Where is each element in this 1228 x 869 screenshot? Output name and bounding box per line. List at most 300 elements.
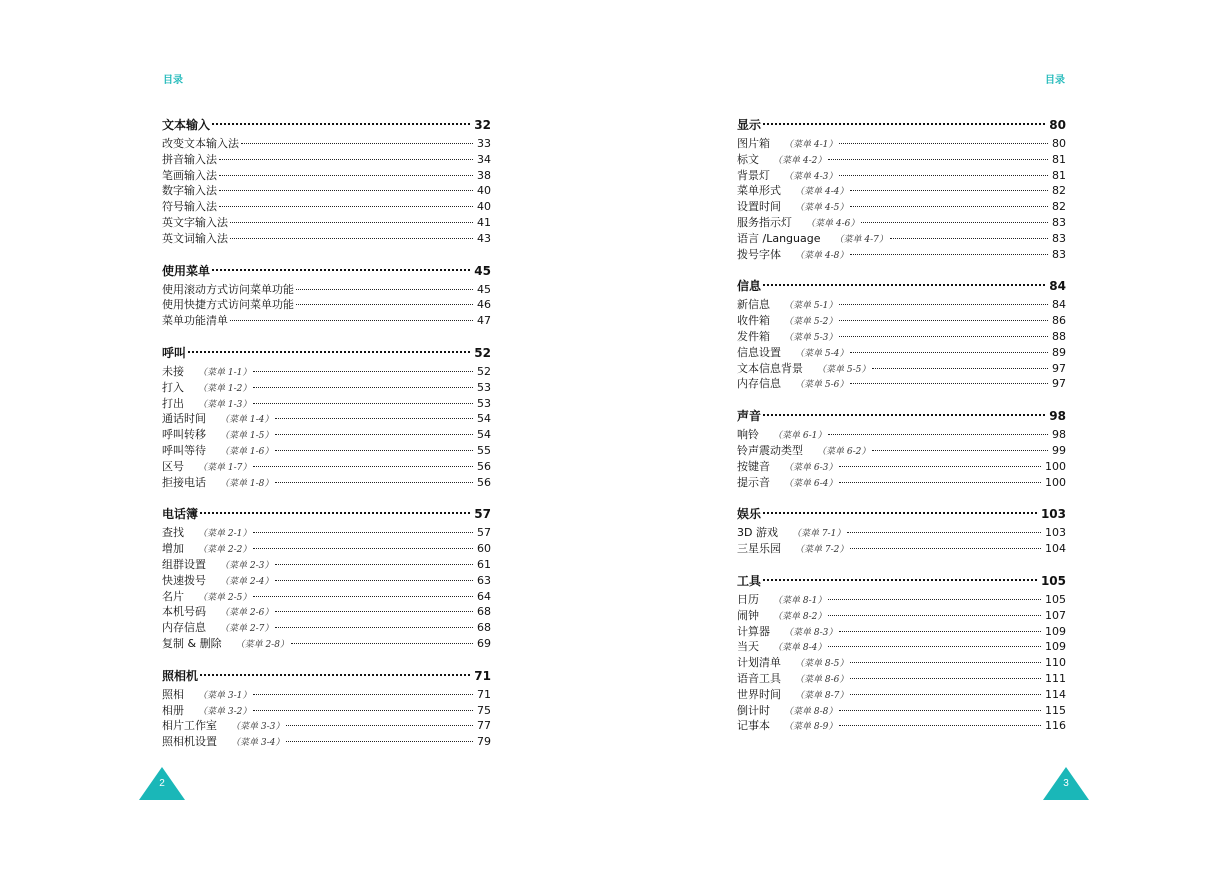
dot-leader	[763, 121, 1045, 125]
toc-entry[interactable]	[162, 541, 491, 557]
toc-entry[interactable]	[737, 718, 1066, 734]
entry-label: 相片工作室	[162, 719, 217, 733]
section-heading-row[interactable]	[737, 407, 1066, 426]
dot-leader	[212, 121, 470, 125]
entry-page-number: 107	[1045, 608, 1066, 622]
entry-label: 打出	[162, 396, 184, 410]
entry-label: 数字输入法	[162, 184, 217, 198]
menu-reference: （菜单 1-8）	[220, 478, 274, 489]
menu-reference: （菜单 8-3）	[784, 627, 838, 638]
toc-entry[interactable]	[162, 215, 491, 231]
toc-entry[interactable]	[737, 376, 1066, 392]
dot-leader	[850, 350, 1048, 353]
toc-section	[162, 667, 491, 750]
menu-reference: （菜单 8-9）	[784, 722, 838, 733]
entry-label: 新信息	[737, 298, 770, 312]
section-heading-row[interactable]	[162, 667, 491, 686]
toc-section	[162, 116, 491, 247]
toc-entry[interactable]	[737, 671, 1066, 687]
toc-entry[interactable]	[162, 231, 491, 247]
entry-page-number: 80	[1052, 137, 1066, 150]
dot-leader	[850, 381, 1048, 384]
entry-page-number: 82	[1052, 200, 1066, 214]
entry-label: 本机号码	[162, 605, 206, 619]
entry-page-number: 77	[477, 719, 491, 733]
section-title: 显示	[737, 118, 762, 132]
entry-page-number: 40	[477, 200, 491, 214]
entry-page-number: 100	[1045, 459, 1066, 473]
dot-leader	[763, 412, 1045, 416]
entry-label: 服务指示灯	[737, 215, 792, 229]
section-page-number: 80	[1049, 118, 1066, 132]
dot-leader	[253, 385, 473, 388]
dot-leader	[275, 562, 473, 565]
entry-label: 世界时间	[737, 687, 781, 701]
page-number: 3	[1063, 778, 1069, 789]
menu-reference: （菜单 8-4）	[773, 643, 827, 654]
entry-page-number: 71	[477, 687, 491, 701]
dot-leader	[275, 432, 473, 435]
toc-entry[interactable]	[737, 624, 1066, 640]
dot-leader	[839, 708, 1041, 711]
entry-page-number: 54	[477, 412, 491, 426]
dot-leader	[275, 448, 473, 451]
menu-reference: （菜单 1-7）	[198, 462, 252, 473]
section-title: 信息	[737, 279, 762, 294]
dot-leader	[219, 157, 473, 160]
menu-reference: （菜单 2-4）	[220, 576, 274, 587]
toc-section	[162, 262, 491, 329]
section-heading-row[interactable]	[162, 505, 491, 524]
entry-page-number: 88	[1052, 329, 1066, 343]
entry-page-number: 53	[477, 396, 491, 410]
entry-label: 拼音输入法	[162, 152, 217, 166]
entry-label: 英文字输入法	[162, 215, 228, 229]
menu-reference: （菜单 1-5）	[220, 431, 274, 442]
menu-reference: （菜单 3-4）	[231, 738, 285, 749]
entry-label: 使用快捷方式访问菜单功能	[162, 298, 294, 312]
entry-page-number: 47	[477, 314, 491, 328]
dot-leader	[839, 302, 1048, 305]
entry-page-number: 64	[477, 589, 491, 603]
menu-reference: （菜单 1-1）	[198, 367, 252, 378]
toc-entry[interactable]	[737, 541, 1066, 557]
section-page-number: 84	[1049, 279, 1066, 294]
toc-entry[interactable]	[162, 297, 491, 313]
toc-entry[interactable]	[737, 361, 1066, 377]
section-title: 工具	[737, 573, 762, 588]
dot-leader	[890, 236, 1048, 239]
entry-label: 当天	[737, 640, 759, 654]
entry-page-number: 52	[477, 364, 491, 378]
dot-leader	[839, 141, 1048, 144]
dot-leader	[850, 252, 1048, 255]
section-title: 呼叫	[162, 345, 187, 360]
menu-reference: （菜单 7-1）	[791, 529, 846, 540]
entry-page-number: 56	[477, 459, 491, 473]
entry-page-number: 75	[477, 703, 491, 717]
entry-label: 增加	[162, 542, 184, 556]
toc-entry[interactable]	[162, 557, 491, 573]
entry-label: 照相	[162, 687, 184, 701]
section-title: 娱乐	[737, 507, 762, 522]
toc-entry[interactable]	[162, 313, 491, 329]
toc-entry[interactable]	[162, 380, 491, 396]
entry-label: 拨号字体	[737, 247, 781, 261]
section-page-number: 57	[474, 507, 491, 522]
section-title: 电话簿	[162, 507, 199, 522]
dot-leader	[212, 267, 470, 271]
dot-leader	[253, 708, 473, 711]
toc-entry[interactable]	[162, 734, 491, 750]
entry-page-number: 81	[1052, 168, 1066, 182]
entry-label: 相册	[162, 703, 184, 717]
entry-page-number: 45	[477, 282, 491, 296]
entry-page-number: 40	[477, 184, 491, 198]
dot-leader	[219, 173, 473, 176]
section-page-number: 45	[474, 263, 491, 278]
menu-reference: （菜单 1-6）	[220, 446, 274, 457]
entry-page-number: 105	[1045, 592, 1066, 606]
dot-leader	[253, 546, 473, 549]
dot-leader	[850, 204, 1048, 207]
toc-entry[interactable]	[162, 636, 491, 652]
entry-page-number: 86	[1052, 314, 1066, 328]
dot-leader	[200, 672, 470, 676]
entry-page-number: 81	[1052, 152, 1066, 166]
toc-entry[interactable]	[737, 592, 1066, 608]
entry-page-number: 110	[1045, 656, 1066, 670]
entry-page-number: 63	[477, 573, 491, 587]
entry-label: 内存信息	[162, 621, 206, 635]
dot-leader	[275, 609, 473, 612]
page-number-badge	[1043, 767, 1089, 800]
entry-label: 信息设置	[737, 345, 781, 359]
entry-page-number: 83	[1052, 247, 1066, 261]
entry-page-number: 54	[477, 428, 491, 442]
toc-entry[interactable]	[162, 364, 491, 380]
entry-label: 未接	[162, 364, 184, 378]
entry-page-number: 114	[1045, 687, 1066, 701]
menu-reference: （菜单 6-3）	[784, 462, 838, 473]
entry-label: 提示音	[737, 475, 770, 489]
toc-entry[interactable]	[737, 183, 1066, 199]
menu-reference: （菜单 2-2）	[198, 545, 252, 556]
toc-entry[interactable]	[737, 313, 1066, 329]
toc-entry[interactable]	[162, 620, 491, 636]
menu-reference: （菜单 5-3）	[784, 332, 838, 343]
right-page	[614, 0, 1228, 869]
entry-page-number: 68	[477, 605, 491, 619]
dot-leader	[850, 692, 1041, 695]
toc-section	[737, 407, 1066, 490]
entry-page-number: 34	[477, 152, 491, 166]
entry-page-number: 46	[477, 298, 491, 312]
entry-label: 记事本	[737, 719, 770, 733]
menu-reference: （菜单 2-6）	[220, 608, 274, 619]
toc-entry[interactable]	[737, 687, 1066, 703]
dot-leader	[850, 188, 1048, 191]
dot-leader	[219, 204, 473, 207]
section-heading-row[interactable]	[737, 505, 1066, 524]
dot-leader	[286, 723, 473, 726]
dot-leader	[291, 641, 473, 644]
menu-reference: （菜单 1-3）	[198, 399, 252, 410]
entry-page-number: 33	[477, 137, 491, 150]
entry-label: 打入	[162, 380, 184, 394]
section-page-number: 103	[1040, 507, 1066, 522]
menu-reference: （菜单 3-1）	[198, 690, 252, 701]
dot-leader	[847, 530, 1041, 533]
entry-page-number: 84	[1052, 298, 1066, 312]
dot-leader	[839, 723, 1041, 726]
entry-label: 背景灯	[737, 168, 770, 182]
dot-leader	[275, 578, 473, 581]
toc-entry[interactable]	[162, 136, 491, 152]
toc-entry[interactable]	[162, 396, 491, 412]
toc-entry[interactable]	[737, 215, 1066, 231]
menu-reference: （菜单 8-8）	[784, 706, 838, 717]
toc-entry[interactable]	[162, 427, 491, 443]
section-heading-row[interactable]	[162, 116, 491, 135]
entry-page-number: 60	[477, 542, 491, 556]
toc-entry[interactable]	[737, 703, 1066, 719]
entry-page-number: 104	[1045, 542, 1066, 556]
entry-label: 菜单功能清单	[162, 314, 228, 328]
menu-reference: （菜单 8-7）	[795, 690, 849, 701]
entry-label: 收件箱	[737, 314, 770, 328]
dot-leader	[275, 480, 473, 483]
toc-entry[interactable]	[737, 427, 1066, 443]
dot-leader	[200, 510, 470, 514]
entry-label: 计算器	[737, 624, 770, 638]
toc-section	[162, 344, 491, 490]
menu-reference: （菜单 5-6）	[795, 380, 849, 391]
toc-entry[interactable]	[737, 297, 1066, 313]
toc-entry[interactable]	[737, 152, 1066, 168]
dot-leader	[828, 644, 1041, 647]
section-page-number: 98	[1049, 409, 1066, 424]
menu-reference: （菜单 5-4）	[795, 348, 849, 359]
entry-page-number: 97	[1052, 377, 1066, 391]
section-title: 照相机	[162, 668, 199, 683]
dot-leader	[296, 302, 473, 305]
entry-label: 三星乐园	[737, 542, 781, 556]
section-page-number: 52	[474, 345, 491, 360]
toc-entry[interactable]	[162, 687, 491, 703]
entry-label: 区号	[162, 459, 184, 473]
menu-reference: （菜单 6-4）	[784, 478, 838, 489]
toc-entry[interactable]	[162, 475, 491, 491]
toc-entry[interactable]	[737, 608, 1066, 624]
entry-page-number: 56	[477, 475, 491, 489]
toc-section	[737, 572, 1066, 734]
dot-leader	[828, 432, 1048, 435]
entry-label: 语音工具	[737, 671, 781, 685]
entry-label: 照相机设置	[162, 735, 217, 749]
entry-page-number: 69	[477, 636, 491, 650]
toc-entry[interactable]	[737, 329, 1066, 345]
entry-page-number: 83	[1052, 215, 1066, 229]
entry-label: 通话时间	[162, 412, 206, 426]
toc-entry[interactable]	[737, 199, 1066, 215]
toc-entry[interactable]	[162, 604, 491, 620]
entry-page-number: 116	[1045, 719, 1066, 733]
table-of-contents	[162, 116, 491, 765]
entry-label: 图片箱	[737, 137, 770, 150]
toc-entry[interactable]	[162, 589, 491, 605]
toc-entry[interactable]	[737, 655, 1066, 671]
toc-entry[interactable]	[162, 199, 491, 215]
toc-entry[interactable]	[737, 525, 1066, 541]
menu-reference: （菜单 4-7）	[834, 234, 888, 245]
dot-leader	[230, 220, 473, 223]
entry-page-number: 100	[1045, 475, 1066, 489]
dot-leader	[275, 625, 473, 628]
toc-entry[interactable]	[162, 525, 491, 541]
dot-leader	[241, 141, 473, 144]
toc-entry[interactable]	[162, 411, 491, 427]
dot-leader	[839, 629, 1041, 632]
entry-label: 内存信息	[737, 377, 781, 391]
entry-label: 菜单形式	[737, 184, 781, 198]
entry-label: 使用滚动方式访问菜单功能	[162, 282, 294, 296]
dot-leader	[763, 282, 1045, 286]
toc-entry[interactable]	[737, 639, 1066, 655]
toc-entry[interactable]	[162, 183, 491, 199]
entry-label: 3D 游戏	[737, 526, 778, 540]
menu-reference: （菜单 4-8）	[795, 250, 849, 261]
toc-entry[interactable]	[162, 282, 491, 298]
dot-leader	[839, 318, 1048, 321]
menu-reference: （菜单 6-2）	[817, 446, 871, 457]
menu-reference: （菜单 2-8）	[235, 639, 289, 650]
entry-page-number: 68	[477, 621, 491, 635]
dot-leader	[253, 692, 473, 695]
section-heading-row[interactable]	[737, 277, 1066, 296]
entry-page-number: 82	[1052, 184, 1066, 198]
entry-label: 改变文本输入法	[162, 137, 239, 150]
entry-page-number: 83	[1052, 231, 1066, 245]
section-page-number: 71	[474, 668, 491, 683]
toc-section	[737, 116, 1066, 262]
dot-leader	[219, 188, 473, 191]
entry-label: 复制 & 删除	[162, 636, 222, 650]
entry-page-number: 61	[477, 557, 491, 571]
section-heading-row[interactable]	[737, 116, 1066, 135]
toc-entry[interactable]	[162, 443, 491, 459]
entry-label: 按键音	[737, 459, 770, 473]
menu-reference: （菜单 8-5）	[795, 659, 849, 670]
section-page-number: 32	[474, 118, 491, 132]
menu-reference: （菜单 8-6）	[795, 674, 849, 685]
dot-leader	[861, 220, 1048, 223]
entry-label: 闹钟	[737, 608, 759, 622]
section-title: 声音	[737, 409, 762, 424]
toc-entry[interactable]	[162, 152, 491, 168]
dot-leader	[253, 594, 473, 597]
toc-entry[interactable]	[737, 168, 1066, 184]
dot-leader	[850, 660, 1041, 663]
menu-reference: （菜单 2-5）	[198, 592, 252, 603]
menu-reference: （菜单 5-2）	[784, 317, 838, 328]
toc-section	[737, 277, 1066, 392]
dot-leader	[253, 401, 473, 404]
toc-entry[interactable]	[737, 345, 1066, 361]
toc-entry[interactable]	[737, 136, 1066, 152]
dot-leader	[839, 480, 1041, 483]
dot-leader	[253, 530, 473, 533]
section-heading-row[interactable]	[162, 344, 491, 363]
entry-page-number: 97	[1052, 361, 1066, 375]
toc-entry[interactable]	[737, 459, 1066, 475]
entry-page-number: 99	[1052, 443, 1066, 457]
entry-label: 笔画输入法	[162, 168, 217, 182]
menu-reference: （菜单 4-4）	[795, 187, 849, 198]
toc-entry[interactable]	[737, 475, 1066, 491]
page-number: 2	[159, 778, 165, 789]
dot-leader	[839, 464, 1041, 467]
toc-entry[interactable]	[162, 459, 491, 475]
menu-reference: （菜单 4-2）	[773, 155, 827, 166]
entry-page-number: 109	[1045, 640, 1066, 654]
menu-reference: （菜单 4-3）	[784, 171, 838, 182]
section-heading-row[interactable]	[737, 572, 1066, 591]
entry-page-number: 38	[477, 168, 491, 182]
entry-page-number: 89	[1052, 345, 1066, 359]
menu-reference: （菜单 3-3）	[231, 722, 285, 733]
entry-page-number: 79	[477, 735, 491, 749]
section-page-number: 105	[1040, 573, 1066, 588]
toc-entry[interactable]	[162, 718, 491, 734]
dot-leader	[828, 613, 1041, 616]
menu-reference: （菜单 3-2）	[198, 706, 252, 717]
entry-label: 设置时间	[737, 200, 781, 214]
dot-leader	[763, 510, 1037, 514]
dot-leader	[275, 416, 473, 419]
section-title: 文本输入	[162, 118, 211, 132]
dot-leader	[286, 739, 473, 742]
menu-reference: （菜单 7-2）	[795, 545, 849, 556]
menu-reference: （菜单 1-2）	[198, 383, 252, 394]
entry-page-number: 111	[1045, 671, 1066, 685]
menu-reference: （菜单 6-1）	[773, 431, 827, 442]
section-heading-row[interactable]	[162, 262, 491, 281]
menu-reference: （菜单 4-5）	[795, 203, 849, 214]
dot-leader	[296, 287, 473, 290]
entry-label: 组群设置	[162, 557, 206, 571]
entry-label: 符号输入法	[162, 200, 217, 214]
entry-label: 查找	[162, 526, 184, 540]
toc-entry[interactable]	[737, 231, 1066, 247]
menu-reference: （菜单 4-1）	[784, 140, 838, 150]
entry-page-number: 115	[1045, 703, 1066, 717]
entry-page-number: 55	[477, 443, 491, 457]
toc-entry[interactable]	[737, 247, 1066, 263]
menu-reference: （菜单 8-2）	[773, 611, 827, 622]
toc-entry[interactable]	[737, 443, 1066, 459]
toc-entry[interactable]	[162, 573, 491, 589]
entry-page-number: 53	[477, 380, 491, 394]
menu-reference: （菜单 2-7）	[220, 624, 274, 635]
entry-page-number: 109	[1045, 624, 1066, 638]
dot-leader	[872, 448, 1048, 451]
entry-label: 发件箱	[737, 329, 770, 343]
entry-label: 铃声震动类型	[737, 443, 803, 457]
toc-entry[interactable]	[162, 168, 491, 184]
toc-entry[interactable]	[162, 703, 491, 719]
entry-label: 名片	[162, 589, 184, 603]
